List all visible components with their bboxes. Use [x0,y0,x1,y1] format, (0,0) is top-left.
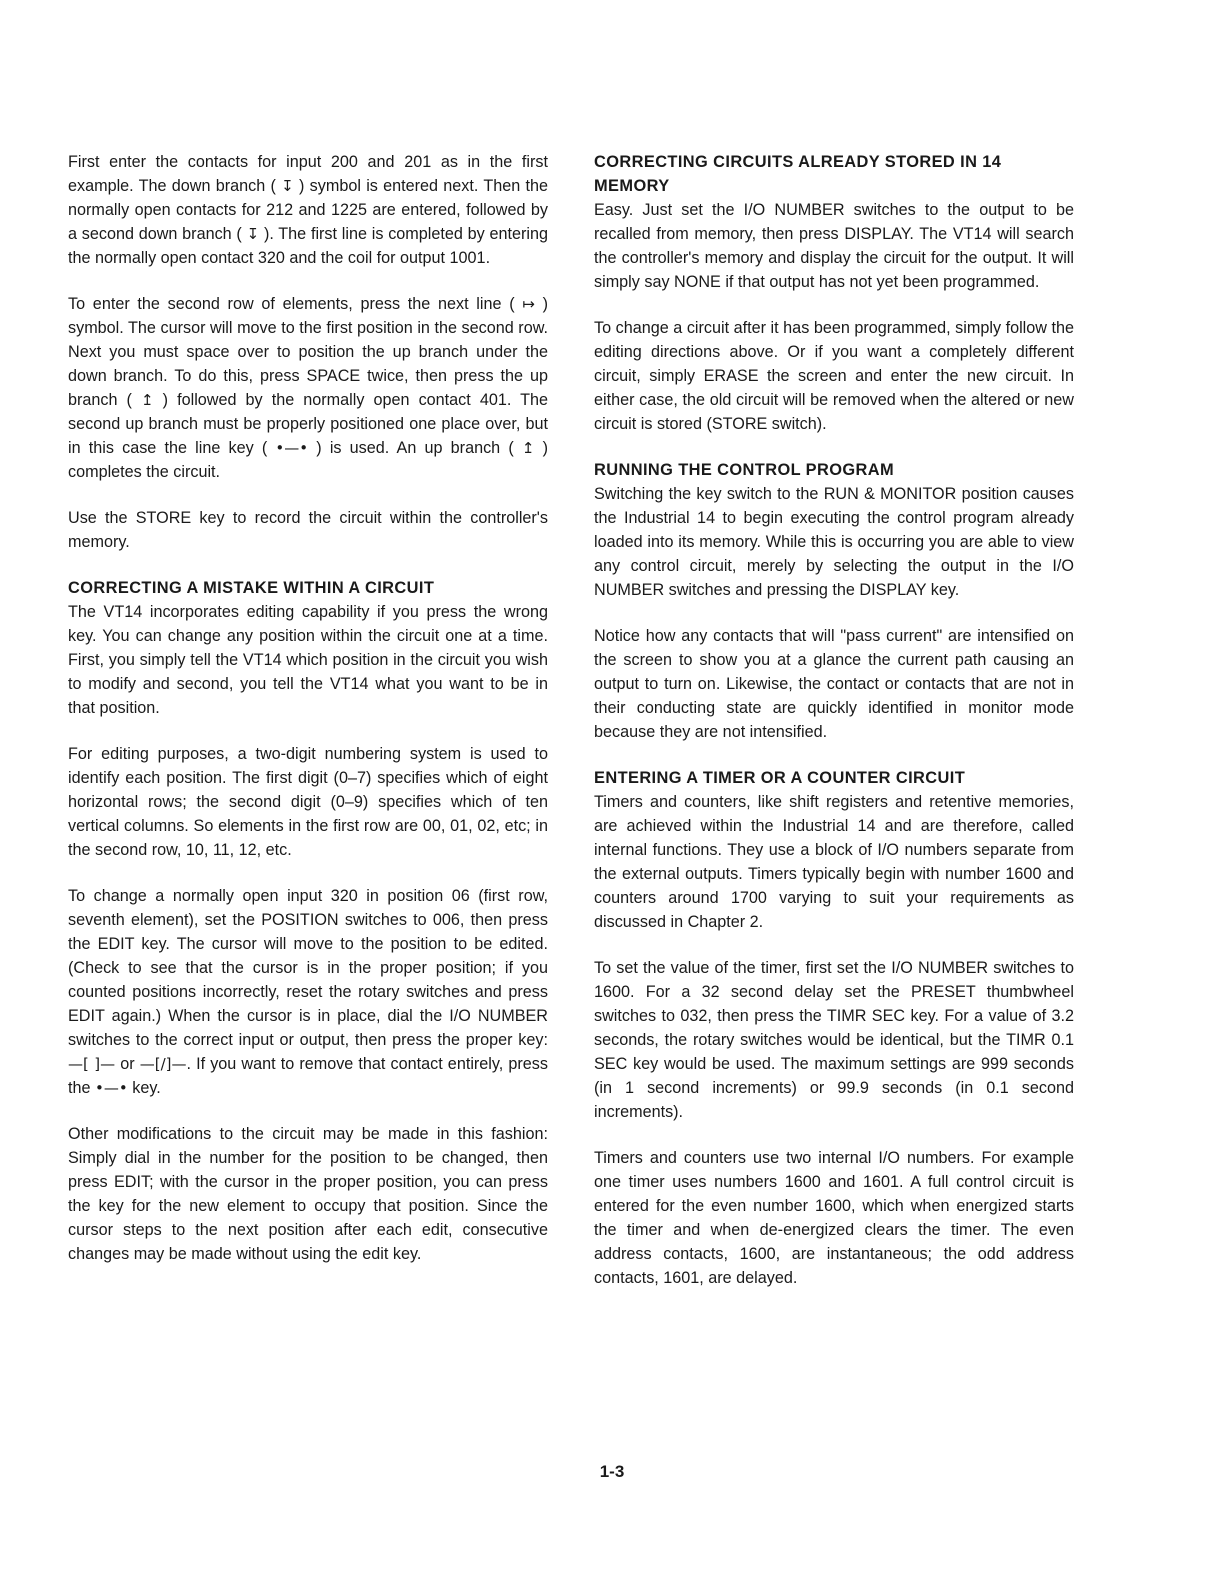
paragraph-store: Use the STORE key to record the circuit within the controller's memory. [68,509,548,551]
heading-timer-counter: ENTERING A TIMER OR A COUNTER CIRCUIT [594,769,966,787]
paragraph-recall: Easy. Just set the I/O NUMBER switches to the output to be recalled from memory, then press DISPLAY. The VT14 will search the controller's memory and display the circuit for the output. It will simply say NONE if that output has not yet been programmed. [594,201,1074,291]
heading-running-program: RUNNING THE CONTROL PROGRAM [594,461,895,479]
paragraph-intensified: Notice how any contacts that will "pass current" are intensified on the screen to show you at a glance the current path causing an output to turn on. Likewise, the contact or contacts that are not in their conducting state are quickly identified in monitor mode because they are not intensified. [594,627,1074,741]
paragraph-intro: First enter the contacts for input 200 and 201 as in the first example. The down branch ( ↧ ) symbol is entered next. Then the normally open contacts for 212 and 1225 are entered, followed by a second down branch ( ↧ ). The first line is completed by entering the normally open contact 320 and the coil for output 1001. [68,153,549,267]
closed-contact-key-icon: —[/]— [139,1055,187,1073]
line-key-symbol-icon: •—• [275,439,309,457]
heading-correcting-circuits: CORRECTING CIRCUITS ALREADY STORED IN 14 MEMORY [594,153,1002,195]
down-branch-symbol-icon: ↧ [281,177,294,195]
right-column [594,150,1074,1312]
open-contact-key-icon: —[ ]— [68,1055,116,1073]
paragraph-numbering-system: For editing purposes, a two-digit numbering system is used to identify each position. The first digit (0–7) specifies which of eight horizontal rows; the second digit (0–9) specifies which of ten vertical columns. So elements in the first row are 00, 01, 02, etc; in the second row, 10, 11, 12, etc. [68,745,548,859]
paragraph-change-circuit: To change a circuit after it has been programmed, simply follow the editing directions above. Or if you want a completely different circuit, simply ERASE the screen and enter the new circuit. In either case, the old circuit will be removed when the altered or new circuit is stored (STORE switch). [594,319,1074,433]
next-line-symbol-icon: ↦ [522,295,535,313]
heading-correcting-mistake: CORRECTING A MISTAKE WITHIN A CIRCUIT [68,579,435,597]
up-branch-symbol-icon: ↥ [521,439,535,457]
paragraph-internal-io: Timers and counters use two internal I/O numbers. For example one timer uses numbers 1600 and 1601. A full control circuit is entered for the even number 1600, which when energized starts the timer and when de-energized clears the timer. The even address contacts, 1600, are instantaneous; the odd address contacts, 1601, are delayed. [594,1149,1074,1287]
paragraph-change-input: To change a normally open input 320 in position 06 (first row, seventh element), set the POSITION switches to 006, then press the EDIT key. The cursor will move to the position to be edited. (Check to see that the cursor is in the proper position; if you counted positions incorrectly, reset the rotary switches and press EDIT again.) When the cursor is in place, dial the I/O NUMBER switches to the correct input or output, then press the proper key: —[ ]— or —[/]—. If you want to remove that contact entirely, press the •—• key. [68,887,548,1097]
left-column [68,150,548,1288]
paragraph-other-modifications: Other modifications to the circuit may be made in this fashion: Simply dial in the number for the position to be changed, then press EDIT; with the cursor in the proper position, you can press the key for the new element to occupy that position. Since the cursor steps to the next position after each edit, consecutive changes may be made without using the edit key. [68,1125,548,1263]
down-branch-symbol-icon: ↧ [246,225,260,243]
paragraph-editing-capability: The VT14 incorporates editing capability if you press the wrong key. You can change any position within the circuit one at a time. First, you simply tell the VT14 which position in the circuit you wish to modify and second, you tell the VT14 what you want to be in that position. [68,603,548,717]
paragraph-run-monitor: Switching the key switch to the RUN & MONITOR position causes the Industrial 14 to begin executing the control program already loaded into its memory. While this is occurring you are able to view any control circuit, merely by selecting the output in the I/O NUMBER switches and pressing the DISPLAY key. [594,485,1074,599]
up-branch-symbol-icon: ↥ [141,391,154,409]
page-number: 1-3 [599,1462,625,1481]
paragraph-second-row: To enter the second row of elements, press the next line ( ↦ ) symbol. The cursor will move to the first position in the second row. Next you must space over to position the up branch under the down branch. To do this, press SPACE twice, then press the up branch ( ↥ ) followed by the normally open contact 401. The second up branch must be properly positioned one place over, but in this case the line key ( •—• ) is used. An up branch ( ↥ ) completes the circuit. [68,295,549,481]
line-key-symbol-icon: •—• [95,1079,128,1097]
paragraph-timer-value: To set the value of the timer, first set the I/O NUMBER switches to 1600. For a 32 second delay set the PRESET thumbwheel switches to 032, then press the TIMR SEC key. For a value of 3.2 seconds, the rotary switches would be identical, but the TIMR 0.1 SEC key would be used. The maximum settings are 999 seconds (in 1 second increments) or 99.9 seconds (in 0.1 second increments). [594,959,1074,1121]
paragraph-internal-functions: Timers and counters, like shift registers and retentive memories, are achieved within the Industrial 14 and are therefore, called internal functions. They use a block of I/O numbers separate from the external outputs. Timers typically begin with number 1600 and counters around 1700 varying to suit your requirements as discussed in Chapter 2. [594,793,1074,931]
